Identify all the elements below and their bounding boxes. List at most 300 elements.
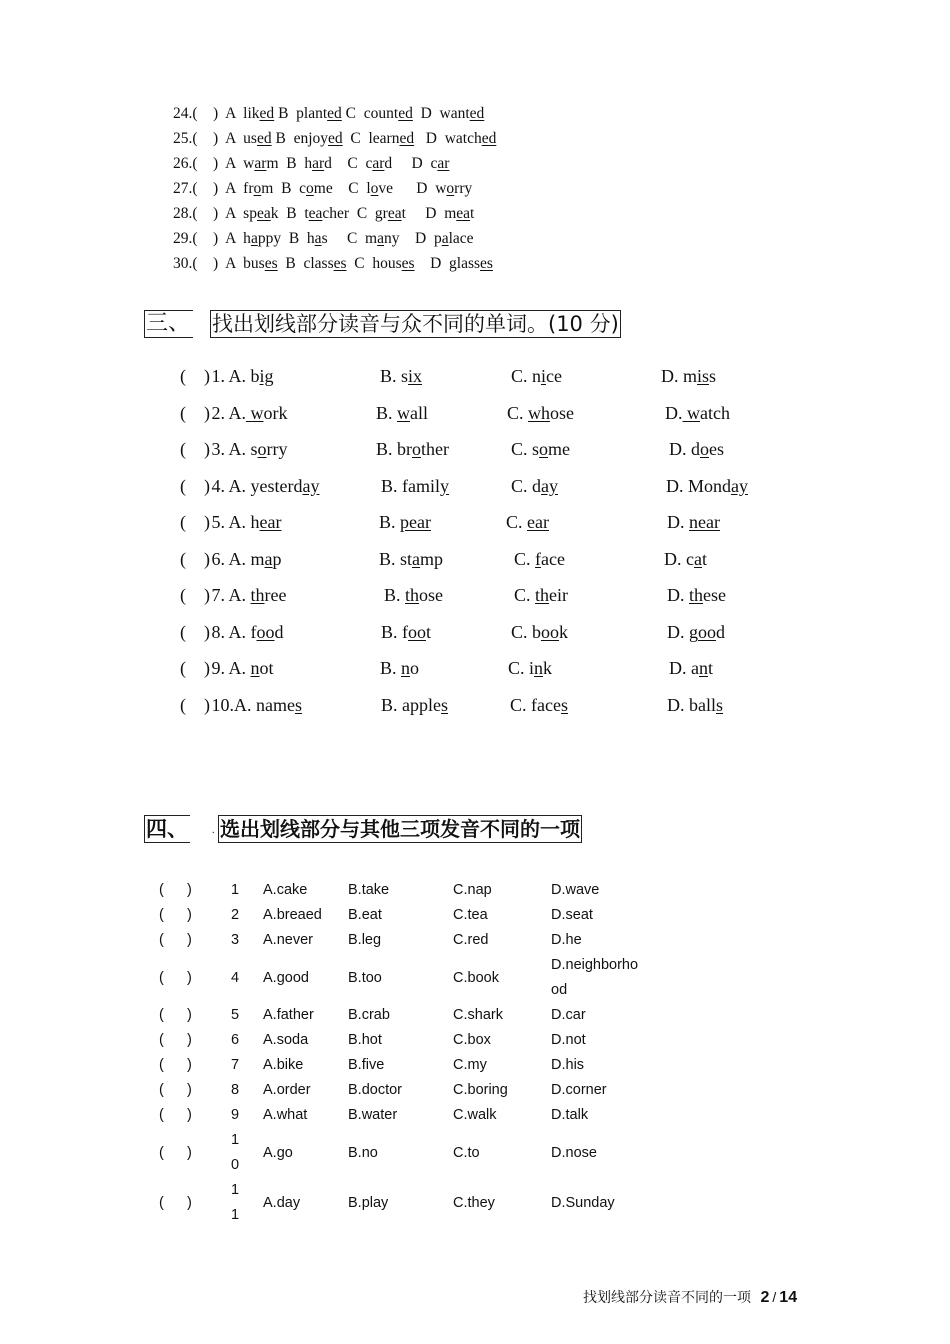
underlined-segment: n	[401, 658, 411, 678]
underlined-segment: oo	[698, 621, 716, 642]
option-d: D.his	[551, 1057, 585, 1073]
text-segment: C. n	[511, 366, 542, 386]
table-row	[150, 1128, 670, 1178]
option-d: D.corner	[551, 1082, 607, 1098]
option-b	[381, 476, 449, 497]
option-b: B.doctor	[348, 1082, 402, 1098]
underlined-segment: ig	[259, 366, 274, 386]
text-segment: A w	[225, 155, 255, 172]
answer-paren-close[interactable]: )	[187, 1145, 192, 1161]
underlined-segment: es	[401, 255, 415, 272]
question-row	[180, 395, 780, 432]
text-segment: B. s	[380, 366, 409, 386]
answer-blank[interactable]: ( )	[180, 402, 210, 423]
table-row	[150, 1103, 670, 1128]
cell-line: 1	[231, 1207, 240, 1223]
question-number: 24.( )	[173, 105, 226, 122]
option-d: D.he	[551, 932, 582, 948]
option-c	[511, 476, 558, 497]
option-c: C.tea	[453, 907, 488, 923]
underlined-segment: ay	[302, 475, 320, 496]
answer-paren-open[interactable]: (	[159, 1007, 164, 1023]
underlined-segment: a	[441, 230, 449, 247]
text-segment: rry	[454, 180, 473, 197]
underlined-segment: is	[697, 366, 710, 386]
underlined-segment: near	[689, 512, 720, 532]
underlined-segment: s	[441, 694, 449, 715]
option-d: D.wave	[551, 882, 600, 898]
cell-line: 1	[231, 1182, 240, 1198]
text-segment: A us	[225, 130, 257, 147]
option-d: D.nose	[551, 1145, 597, 1161]
option-c	[511, 622, 568, 643]
answer-paren-open[interactable]: (	[159, 907, 164, 923]
answer-paren-close[interactable]: )	[187, 1107, 192, 1123]
answer-paren-close[interactable]: )	[187, 1032, 192, 1048]
underlined-segment: ar	[254, 155, 267, 172]
text-segment: p	[272, 548, 282, 569]
underlined-segment: i	[541, 366, 547, 386]
question-row	[173, 101, 733, 126]
underlined-segment: oo	[541, 621, 560, 642]
option-c: C.walk	[453, 1107, 497, 1123]
underlined-segment: n	[534, 658, 544, 678]
section-4-number: 四、	[146, 817, 188, 841]
option-a	[207, 403, 288, 424]
text-segment: C. i	[508, 658, 535, 678]
text-segment: lace	[448, 230, 474, 247]
underlined-segment: ear	[259, 512, 282, 532]
underlined-segment: ea	[308, 205, 323, 222]
text-segment: B class	[277, 255, 334, 272]
text-segment: d	[274, 621, 284, 642]
option-d	[664, 549, 707, 570]
text-segment: C hous	[346, 255, 402, 272]
option-d: D.Sunday	[551, 1195, 615, 1211]
item-number: 6	[231, 1032, 240, 1048]
underlined-segment: o	[306, 180, 314, 197]
text-segment: D. m	[661, 366, 697, 386]
underlined-segment: ar	[372, 155, 385, 172]
answer-paren-open[interactable]: (	[159, 932, 164, 948]
text-segment: ot	[259, 658, 274, 678]
option-a	[207, 476, 320, 497]
answer-paren-open[interactable]: (	[159, 1107, 164, 1123]
text-segment: D watch	[414, 130, 482, 147]
underlined-segment: ed	[399, 130, 415, 147]
underlined-segment: ea	[387, 205, 402, 222]
text-segment: B. br	[376, 439, 412, 459]
answer-paren-close[interactable]: )	[187, 1007, 192, 1023]
option-c: C.shark	[453, 1007, 503, 1023]
question-row	[180, 504, 780, 541]
text-segment: t D m	[401, 205, 457, 222]
text-segment: all	[410, 402, 429, 423]
option-a	[207, 549, 282, 570]
answer-paren-close[interactable]: )	[187, 1195, 192, 1211]
question-number: 25.( )	[173, 130, 226, 147]
underlined-segment: w	[246, 402, 264, 423]
option-b: B.hot	[348, 1032, 382, 1048]
answer-blank[interactable]: ( )	[180, 658, 210, 678]
underlined-segment: w	[397, 402, 411, 423]
option-b	[380, 366, 422, 387]
text-segment: ose	[550, 402, 575, 423]
section-1-list	[173, 101, 733, 276]
option-b	[380, 658, 419, 679]
option-b: B.eat	[348, 907, 382, 923]
text-segment: eir	[549, 585, 569, 605]
underlined-segment: ed	[259, 105, 275, 122]
underlined-segment: wh	[528, 402, 551, 423]
option-d	[667, 512, 720, 533]
underlined-segment: a	[412, 548, 421, 569]
section-3-title: 找出划线部分读音与众不同的单词。(10 分)	[212, 312, 619, 336]
question-row	[173, 151, 733, 176]
option-a: A.order	[263, 1082, 311, 1098]
text-segment: A lik	[225, 105, 260, 122]
table-row	[150, 1053, 670, 1078]
option-d: D.car	[551, 1007, 586, 1023]
text-segment: b	[250, 366, 260, 386]
item-number: 8	[231, 1082, 240, 1098]
text-segment: ve D w	[378, 180, 447, 197]
question-row	[180, 687, 780, 724]
page-footer	[583, 1287, 797, 1307]
text-segment: d	[716, 621, 725, 642]
underlined-segment: th	[250, 585, 265, 605]
item-number	[231, 1128, 239, 1178]
question-row	[173, 176, 733, 201]
option-b: B.take	[348, 882, 390, 898]
text-segment: t	[708, 658, 714, 678]
option-a: A.father	[263, 1007, 314, 1023]
underlined-segment: o	[539, 439, 549, 459]
text-segment: B. apple	[381, 694, 441, 715]
question-number: 26.( )	[173, 155, 226, 172]
question-number: 8. A.	[207, 621, 251, 642]
text-segment: D. d	[669, 439, 700, 459]
question-number: 5. A.	[207, 512, 251, 532]
question-row	[173, 226, 733, 251]
underlined-segment: ed	[256, 130, 272, 147]
question-number: 7. A.	[207, 585, 251, 605]
question-row	[173, 201, 733, 226]
underlined-segment: a	[264, 548, 273, 569]
option-d	[667, 585, 726, 606]
text-segment: m	[250, 548, 265, 569]
option-b	[379, 549, 443, 570]
option-c: C.red	[453, 932, 489, 948]
option-a	[207, 695, 302, 716]
text-segment: t	[426, 621, 432, 642]
underlined-segment: ar	[312, 155, 325, 172]
text-segment: d D c	[384, 155, 438, 172]
option-c: C.box	[453, 1032, 491, 1048]
cell-line: 1	[231, 1132, 240, 1148]
text-segment: C. face	[510, 694, 561, 715]
page-separator: /	[772, 1289, 777, 1305]
answer-paren-open[interactable]: (	[159, 1195, 164, 1211]
underlined-segment: es	[264, 255, 278, 272]
text-segment: ny D p	[384, 230, 442, 247]
text-segment: s C m	[321, 230, 378, 247]
answer-paren-open[interactable]: (	[159, 1057, 164, 1073]
option-a: A.cake	[263, 882, 308, 898]
underlined-segment: a	[314, 230, 322, 247]
answer-blank[interactable]: ( )	[180, 439, 210, 459]
option-d: D.seat	[551, 907, 593, 923]
underlined-segment: a	[377, 230, 385, 247]
answer-blank[interactable]: ( )	[180, 548, 210, 569]
text-segment: D. a	[669, 658, 699, 678]
text-segment: s	[250, 439, 258, 459]
table-row	[150, 878, 670, 903]
text-segment: k	[543, 658, 553, 678]
option-d	[667, 622, 725, 643]
answer-paren-open[interactable]: (	[159, 970, 164, 986]
item-number: 1	[231, 882, 240, 898]
question-row	[180, 431, 780, 468]
text-segment: d C c	[324, 155, 373, 172]
item-number: 2	[231, 907, 240, 923]
underlined-segment: es	[333, 255, 347, 272]
option-d	[666, 476, 748, 497]
text-segment: me	[548, 439, 571, 459]
text-segment: es	[709, 439, 724, 459]
option-b: B.water	[348, 1107, 398, 1123]
text-segment: ace	[541, 548, 565, 569]
option-b	[384, 585, 443, 606]
question-number: 28.( )	[173, 205, 226, 222]
text-segment: C count	[341, 105, 399, 122]
option-b: B.no	[348, 1145, 378, 1161]
option-a: A.what	[263, 1107, 308, 1123]
text-segment: B. st	[379, 548, 413, 569]
underlined-segment: ix	[408, 366, 423, 386]
question-number: 29.( )	[173, 230, 226, 247]
option-a	[207, 439, 288, 460]
text-segment: C.	[514, 585, 536, 605]
item-number	[231, 1178, 239, 1228]
underlined-segment: o	[700, 439, 709, 459]
answer-blank[interactable]: ( )	[180, 366, 210, 386]
option-d	[667, 695, 723, 716]
text-segment: o	[410, 658, 420, 678]
cell-line: D.neighborho	[551, 957, 639, 973]
section-3-list	[180, 358, 780, 723]
text-segment: ce	[546, 366, 563, 386]
answer-blank[interactable]: ( )	[180, 621, 210, 642]
heading-dot-mark: .	[212, 825, 215, 836]
underlined-segment: ay	[731, 475, 749, 496]
underlined-segment: ea	[256, 205, 271, 222]
option-c	[506, 512, 549, 533]
underlined-segment: ed	[481, 130, 497, 147]
item-number: 9	[231, 1107, 240, 1123]
underlined-segment: a	[250, 230, 258, 247]
option-c	[510, 695, 568, 716]
text-segment: ppy B h	[257, 230, 315, 247]
underlined-segment: pear	[400, 512, 431, 532]
item-number: 5	[231, 1007, 240, 1023]
underlined-segment: oo	[408, 621, 426, 642]
text-segment: B.	[380, 658, 402, 678]
option-a: A.breaed	[263, 907, 322, 923]
option-a: A.day	[263, 1195, 301, 1211]
text-segment: cher C gr	[322, 205, 388, 222]
text-segment: B. famil	[381, 475, 440, 496]
item-number: 4	[231, 970, 240, 986]
answer-blank[interactable]: ( )	[180, 475, 210, 496]
answer-paren-open[interactable]: (	[159, 1082, 164, 1098]
option-c: C.book	[453, 970, 499, 986]
question-row	[180, 541, 780, 578]
underlined-segment: ed	[328, 130, 343, 147]
answer-blank[interactable]: ( )	[180, 694, 210, 715]
text-segment: D glass	[414, 255, 481, 272]
answer-paren-open[interactable]: (	[159, 882, 164, 898]
question-number: 4. A.	[207, 475, 251, 496]
underlined-segment: w	[682, 402, 700, 423]
underlined-segment: o	[370, 180, 379, 197]
answer-paren-close[interactable]: )	[187, 932, 192, 948]
option-a: A.bike	[263, 1057, 304, 1073]
option-d: D.not	[551, 1032, 586, 1048]
option-b: B.crab	[348, 1007, 390, 1023]
text-segment: D. ball	[667, 694, 716, 715]
option-b: B.play	[348, 1195, 389, 1211]
option-a: A.go	[263, 1145, 293, 1161]
option-b	[381, 695, 448, 716]
table-row	[150, 903, 670, 928]
text-segment: C learn	[342, 130, 400, 147]
option-d	[669, 658, 713, 679]
text-segment: C. d	[511, 475, 542, 496]
underlined-segment: es	[480, 255, 493, 272]
question-number: 30.( )	[173, 255, 226, 272]
text-segment: D want	[412, 105, 470, 122]
question-number: 1. A.	[207, 366, 251, 386]
underlined-segment: o	[412, 439, 421, 459]
option-c: C.to	[453, 1145, 480, 1161]
option-d: D.talk	[551, 1107, 589, 1123]
option-c	[507, 403, 574, 424]
table-row	[150, 1003, 670, 1028]
question-row	[180, 650, 780, 687]
text-segment: B. f	[381, 621, 408, 642]
option-d	[665, 403, 730, 424]
text-segment: ork	[263, 402, 288, 423]
answer-blank[interactable]: ( )	[180, 512, 210, 532]
answer-paren-close[interactable]: )	[187, 1057, 192, 1073]
underlined-segment: oo	[256, 621, 275, 642]
question-row	[180, 614, 780, 651]
text-segment: B.	[379, 512, 401, 532]
text-segment: C.	[506, 512, 528, 532]
option-c	[514, 585, 568, 606]
answer-paren-close[interactable]: )	[187, 882, 192, 898]
cell-line: 0	[231, 1157, 240, 1173]
cell-line: od	[551, 982, 568, 998]
option-a	[207, 658, 274, 679]
option-d	[551, 953, 638, 1003]
text-segment: me C l	[313, 180, 371, 197]
answer-paren-open[interactable]: (	[159, 1032, 164, 1048]
question-number: 6. A.	[207, 548, 251, 569]
text-segment: C.	[507, 402, 529, 423]
underlined-segment: ar	[437, 155, 450, 172]
table-row	[150, 928, 670, 953]
text-segment: f	[250, 621, 257, 642]
text-segment: D.	[667, 512, 689, 532]
question-row	[180, 577, 780, 614]
underlined-segment: ear	[527, 512, 549, 532]
underlined-segment: n	[699, 658, 708, 678]
option-b: B.too	[348, 970, 382, 986]
question-row	[173, 251, 733, 276]
underlined-segment: ay	[541, 475, 559, 496]
underlined-segment: ea	[456, 205, 471, 222]
footer-title: 找划线部分读音不同的一项	[583, 1291, 751, 1306]
text-segment: mp	[420, 548, 444, 569]
text-segment: m B c	[261, 180, 307, 197]
section-3-number: 三、	[144, 310, 193, 338]
underlined-segment: y	[440, 475, 449, 496]
table-row	[150, 1078, 670, 1103]
option-c	[511, 366, 562, 387]
underlined-segment: ed	[469, 105, 485, 122]
text-segment: atch	[700, 402, 730, 423]
question-number: 3. A.	[207, 439, 251, 459]
option-a	[207, 366, 274, 387]
answer-paren-close[interactable]: )	[187, 1082, 192, 1098]
text-segment: D.	[667, 585, 689, 605]
answer-blank[interactable]: ( )	[180, 585, 210, 605]
question-number: 9. A.	[207, 658, 251, 678]
item-number: 7	[231, 1057, 240, 1073]
text-segment: k	[559, 621, 569, 642]
answer-paren-open[interactable]: (	[159, 1145, 164, 1161]
table-row	[150, 1178, 670, 1228]
text-segment: D. Mond	[666, 475, 732, 496]
underlined-segment: o	[446, 180, 455, 197]
option-a: A.never	[263, 932, 313, 948]
text-segment: B.	[384, 585, 406, 605]
text-segment: ose	[419, 585, 444, 605]
option-c: C.nap	[453, 882, 492, 898]
text-segment: C.	[514, 548, 536, 569]
underlined-segment: ed	[327, 105, 342, 122]
text-segment: ese	[703, 585, 726, 605]
option-b	[379, 512, 431, 533]
text-segment: ree	[264, 585, 287, 605]
text-segment: t	[470, 205, 475, 222]
question-row	[180, 358, 780, 395]
text-segment: m B h	[266, 155, 313, 172]
table-row	[150, 1028, 670, 1053]
text-segment: ther	[421, 439, 449, 459]
option-c	[514, 549, 565, 570]
answer-paren-close[interactable]: )	[187, 970, 192, 986]
answer-paren-close[interactable]: )	[187, 907, 192, 923]
option-b: B.leg	[348, 932, 382, 948]
option-a: A.good	[263, 970, 309, 986]
question-number: 10.A.	[207, 694, 256, 715]
option-a	[207, 512, 282, 533]
text-segment: name	[256, 694, 295, 715]
question-number: 27.( )	[173, 180, 226, 197]
